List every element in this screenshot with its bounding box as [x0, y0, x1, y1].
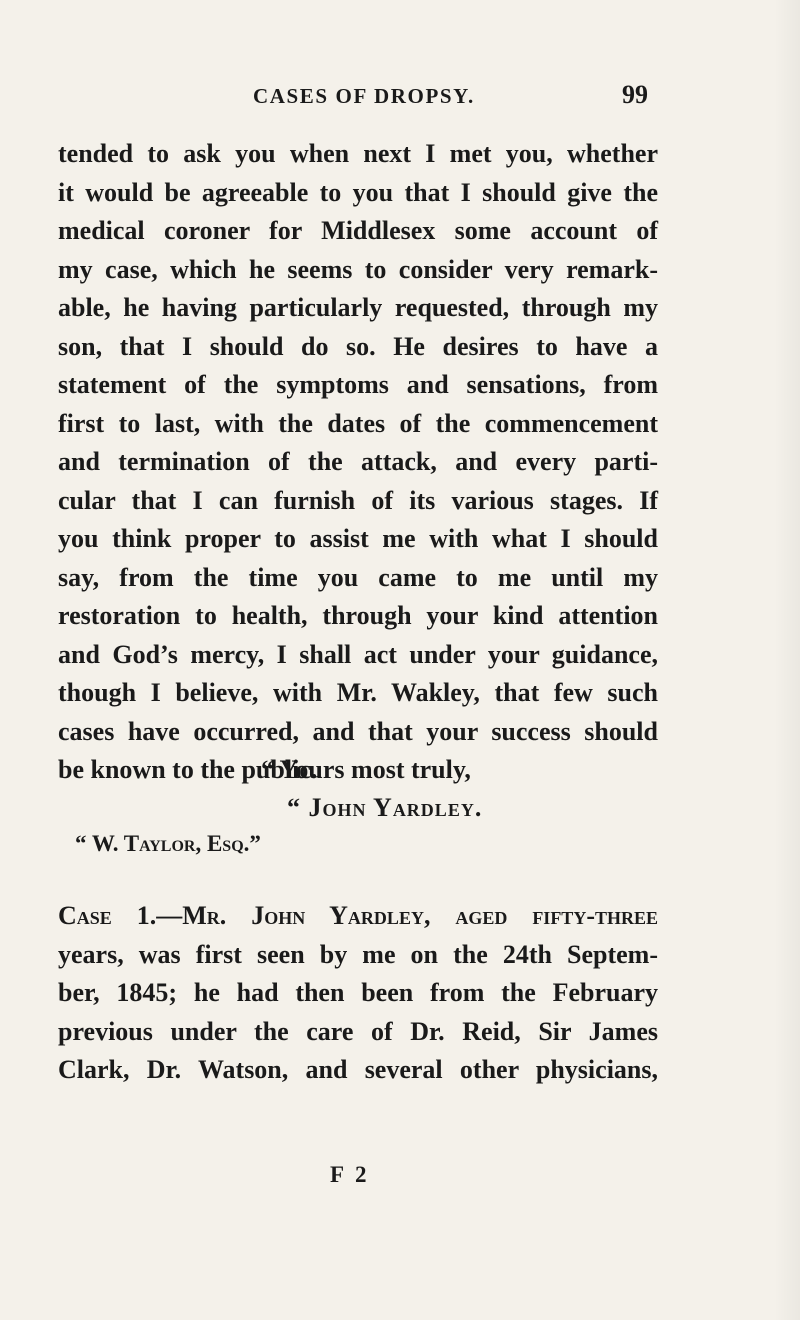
text-line: be known to the public. — [58, 755, 318, 784]
text-line: cases have occurred, and that your success should — [58, 716, 658, 746]
text-line: and termination of the attack, and every parti- — [58, 447, 658, 476]
text-line: you think proper to assist me with what I should — [58, 524, 658, 553]
letter-signature: “ John Yardley. — [287, 793, 483, 822]
text-line: ber, 1845; he had then been from the February — [58, 978, 658, 1007]
running-title: CASES OF DROPSY. — [253, 84, 475, 108]
letter-closing: “ Yours most truly, — [261, 755, 471, 784]
text-line: able, he having particularly requested, through my — [58, 293, 658, 322]
text-line: medical coroner for Middlesex some account of — [58, 216, 658, 245]
running-head — [0, 76, 800, 116]
letter-addressee: “ W. Taylor, Esq.” — [75, 831, 261, 856]
text-line: my case, which he seems to consider very remark- — [58, 254, 658, 284]
text-line: first to last, with the dates of the commencement — [58, 408, 658, 438]
text-line: cular that I can furnish of its various stages. If — [58, 485, 658, 515]
page-number: 99 — [622, 80, 648, 109]
letter-body — [58, 135, 658, 790]
text-line: years, was first seen by me on the 24th Septem- — [58, 939, 658, 969]
text-line: restoration to health, through your kind attention — [58, 601, 658, 630]
text-line: statement of the symptoms and sensations, from — [58, 370, 658, 399]
text-line: tended to ask you when next I met you, whether — [58, 139, 658, 168]
page-edge-shadow — [774, 0, 800, 1320]
case-paragraph — [58, 897, 658, 1090]
printer-signature-mark: F 2 — [330, 1162, 370, 1187]
text-line: though I believe, with Mr. Wakley, that few such — [58, 678, 658, 707]
text-line: say, from the time you came to me until my — [58, 562, 658, 592]
case-line-heading: Case 1.—Mr. John Yardley, aged fifty-three — [58, 901, 658, 930]
text-line: it would be agreeable to you that I should give the — [58, 177, 658, 207]
text-line: and God’s mercy, I shall act under your guidance, — [58, 639, 658, 669]
text-line: previous under the care of Dr. Reid, Sir James — [58, 1016, 658, 1046]
text-line: Clark, Dr. Watson, and several other physicians, — [58, 1055, 658, 1084]
text-line: son, that I should do so. He desires to have a — [58, 331, 658, 361]
